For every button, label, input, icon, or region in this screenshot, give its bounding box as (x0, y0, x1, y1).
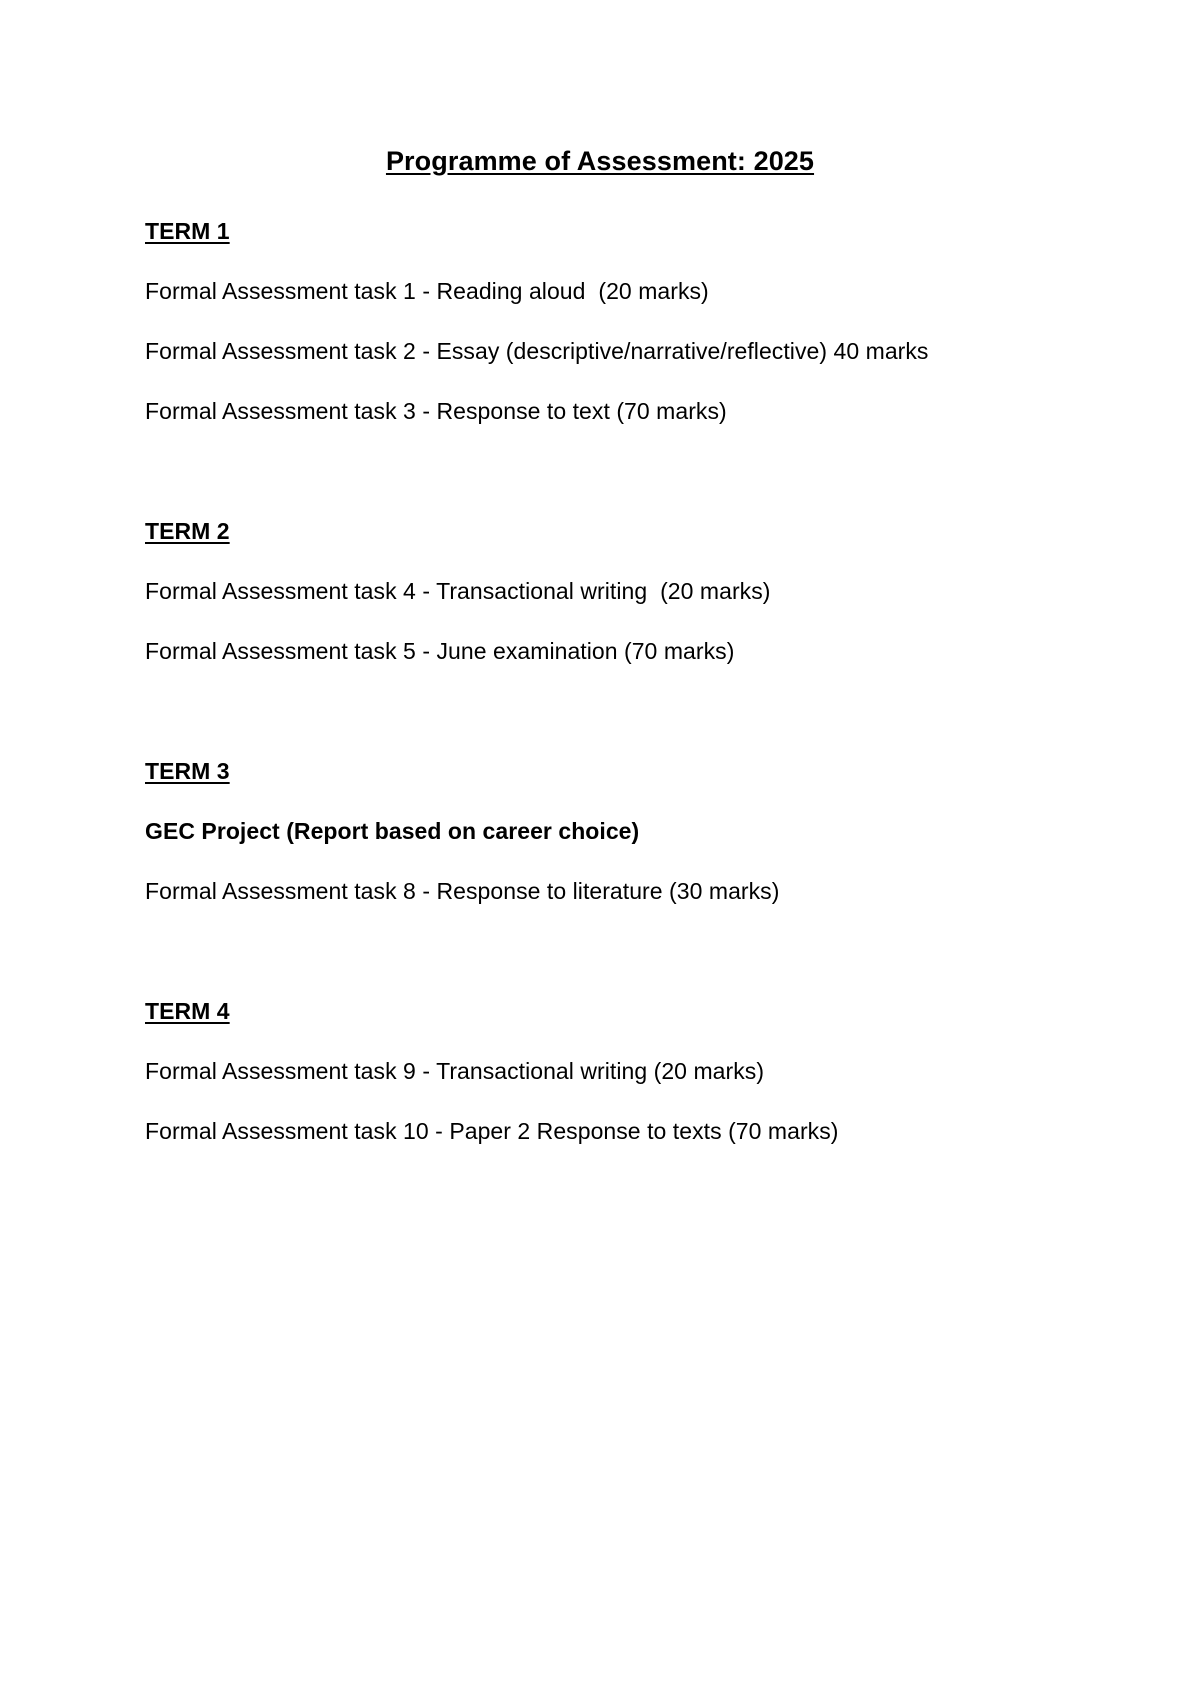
term-1-task-2: Formal Assessment task 2 - Essay (descriptive/narrative/reflective) 40 marks (145, 338, 929, 364)
term-4-task-9: Formal Assessment task 9 - Transactional writing (20 marks) (145, 1058, 765, 1084)
page-title: Programme of Assessment: 2025 (385, 146, 815, 176)
term-1-heading: TERM 1 (145, 218, 230, 244)
term-4-heading: TERM 4 (145, 998, 230, 1024)
term-2-task-4: Formal Assessment task 4 - Transactional writing (20 marks) (145, 578, 771, 604)
term-2-heading: TERM 2 (145, 518, 230, 544)
term-3-task-8: Formal Assessment task 8 - Response to literature (30 marks) (145, 878, 780, 904)
term-1-task-3: Formal Assessment task 3 - Response to text (70 marks) (145, 398, 727, 424)
term-2-task-5: Formal Assessment task 5 - June examination (70 marks) (145, 638, 735, 664)
term-4-task-10: Formal Assessment task 10 - Paper 2 Response to texts (70 marks) (145, 1118, 839, 1144)
term-3-heading: TERM 3 (145, 758, 230, 784)
term-3-project: GEC Project (Report based on career choice) (145, 818, 640, 844)
term-1-task-1: Formal Assessment task 1 - Reading aloud (20 marks) (145, 278, 709, 304)
